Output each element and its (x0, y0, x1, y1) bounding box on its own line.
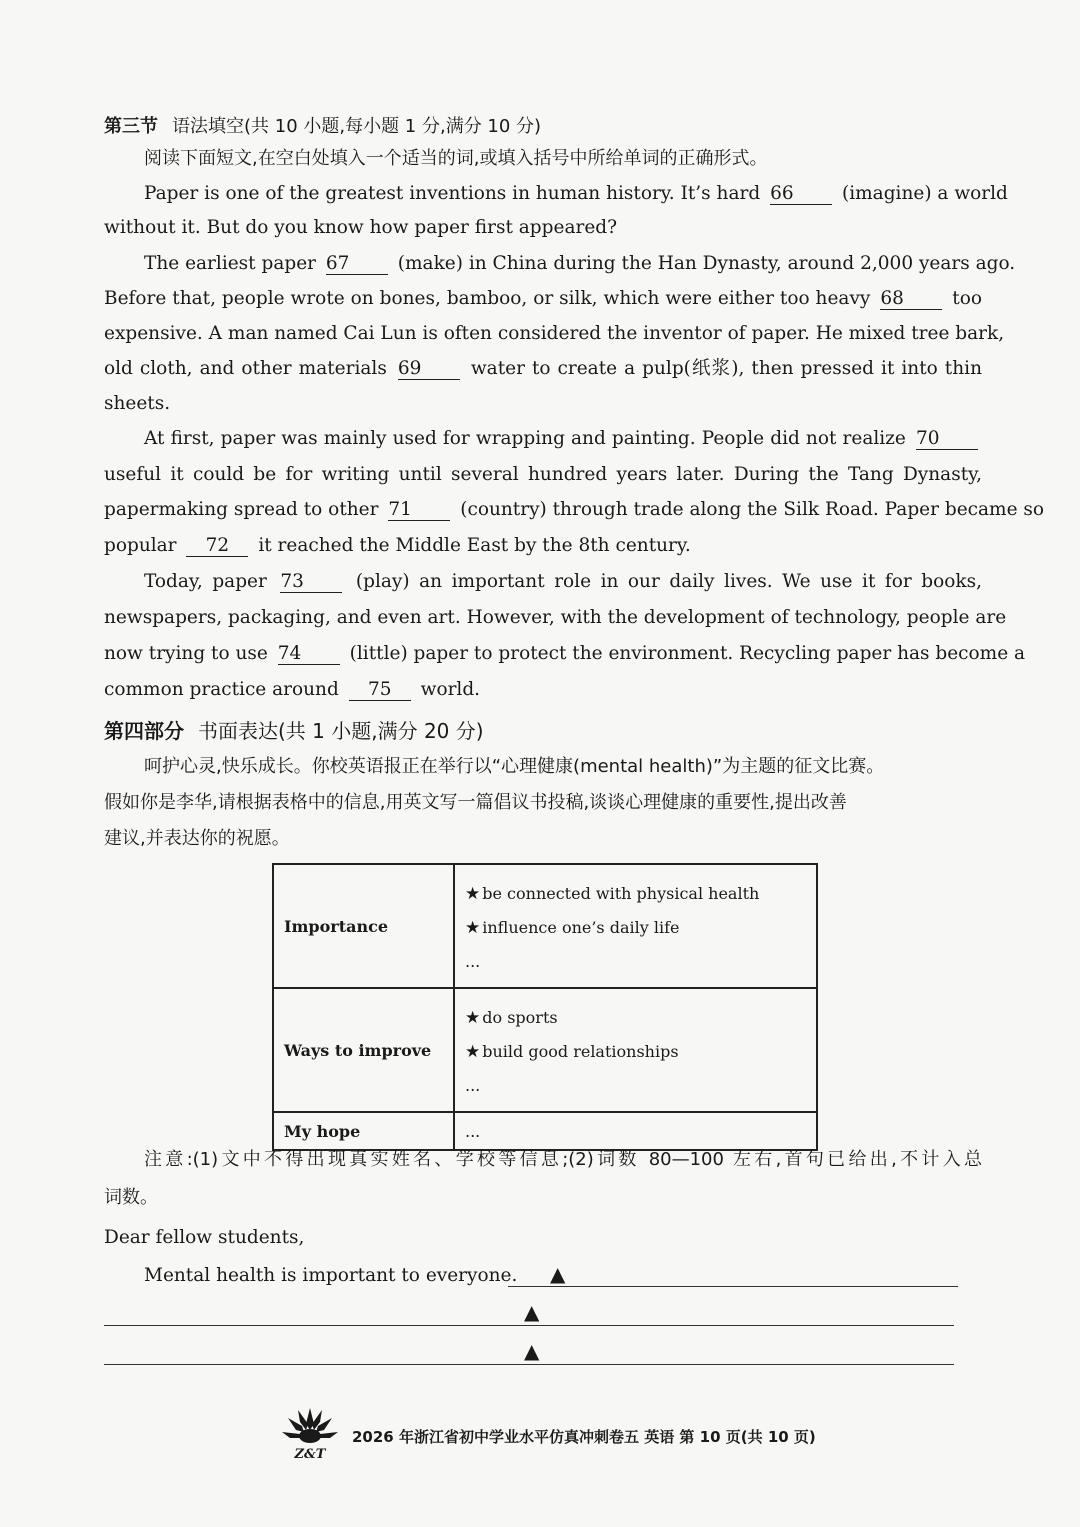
passage-line-8: At first, paper was mainly used for wrapping and painting. People did not realize 70 (104, 427, 982, 451)
notes-line-1: 注意:(1)文中不得出现真实姓名、学校等信息;(2)词数 80—100 左右,首句已给出,不计入总 (144, 1149, 982, 1170)
row-values (454, 864, 817, 988)
writing-line-2[interactable] (104, 1325, 954, 1326)
blank-69[interactable]: 69 (398, 359, 460, 380)
blank-72[interactable]: 72 (186, 536, 248, 557)
essay-greeting: Dear fellow students, (104, 1227, 305, 1248)
triangle-marker-icon: ▲ (524, 1339, 540, 1363)
info-table (272, 863, 818, 1151)
part4-paragraph-1: 呵护心灵,快乐成长。你校英语报正在举行以“心理健康(mental health)”为主题的征文比赛。 (144, 756, 885, 777)
notes-line-2: 词数。 (104, 1187, 158, 1208)
row-values (454, 988, 817, 1112)
part4-paragraph-3: 建议,并表达你的祝愿。 (104, 828, 290, 849)
star-icon: ★ (465, 1008, 481, 1028)
list-item: ★ do sports (465, 1008, 558, 1028)
passage-line-13: newspapers, packaging, and even art. However, with the development of technology, people are (104, 607, 1007, 628)
passage-line-4: Before that, people wrote on bones, bamboo, or silk, which were either too heavy 68 too (104, 288, 982, 309)
blank-68[interactable]: 68 (880, 289, 942, 310)
passage-line-14: now trying to use 74 (little) paper to protect the environment. Recycling paper has become a (104, 643, 1026, 664)
table-row (273, 864, 817, 988)
ellipsis: ... (465, 1076, 481, 1095)
passage-line-6: old cloth, and other materials 69 water to create a pulp(纸浆), then pressed it into thin (104, 358, 982, 379)
passage-line-2: without it. But do you know how paper first appeared? (104, 217, 618, 238)
blank-71[interactable]: 71 (388, 500, 450, 521)
part4-title: 第四部分 (104, 719, 184, 743)
row-key-ways: Ways to improve (273, 988, 454, 1112)
publisher-logo-icon (278, 1404, 342, 1462)
part4-heading (104, 715, 484, 744)
list-item: ★ build good relationships (465, 1042, 679, 1062)
table-row (273, 1112, 817, 1150)
blank-75[interactable]: 75 (349, 680, 411, 701)
star-icon: ★ (465, 918, 481, 938)
svg-text:Z&T: Z&T (294, 1447, 326, 1462)
row-key-hope: My hope (273, 1112, 454, 1150)
passage-line-11: popular 72 it reached the Middle East by the 8th century. (104, 535, 691, 556)
triangle-marker-icon: ▲ (550, 1262, 566, 1286)
blank-67[interactable]: 67 (326, 254, 388, 275)
section-title: 第三节 (104, 116, 158, 137)
blank-73[interactable]: 73 (280, 572, 342, 593)
part4-paragraph-2: 假如你是李华,请根据表格中的信息,用英文写一篇倡议书投稿,谈谈心理健康的重要性,提出改善 (104, 792, 847, 813)
blank-74[interactable]: 74 (278, 644, 340, 665)
ellipsis: ... (465, 952, 481, 971)
section-instruction: 阅读下面短文,在空白处填入一个适当的词,或填入括号中所给单词的正确形式。 (144, 148, 768, 169)
star-icon: ★ (465, 884, 481, 904)
writing-line-1[interactable] (508, 1286, 958, 1287)
blank-66[interactable]: 66 (770, 184, 832, 205)
passage-line-3: The earliest paper 67 (make) in China during the Han Dynasty, around 2,000 years ago. (144, 253, 1016, 274)
writing-line-3[interactable] (104, 1364, 954, 1365)
row-values (454, 1112, 817, 1150)
section-heading (104, 112, 541, 138)
passage-line-7: sheets. (104, 393, 171, 414)
essay-first-sentence: Mental health is important to everyone. (144, 1265, 518, 1286)
table-row (273, 988, 817, 1112)
page-footer: 2026 年浙江省初中学业水平仿真冲刺卷五 英语 第 10 页(共 10 页) (352, 1428, 816, 1446)
triangle-marker-icon: ▲ (524, 1300, 540, 1324)
passage-line-1: Paper is one of the greatest inventions in human history. It’s hard 66 (imagine) a world (144, 183, 1008, 204)
part4-subtitle: 书面表达(共 1 小题,满分 20 分) (198, 719, 484, 743)
row-key-importance: Importance (273, 864, 454, 988)
star-icon: ★ (465, 1042, 481, 1062)
passage-line-5: expensive. A man named Cai Lun is often considered the inventor of paper. He mixed tree bark, (104, 323, 1005, 344)
blank-70[interactable]: 70 (916, 429, 978, 450)
passage-line-10: papermaking spread to other 71 (country) through trade along the Silk Road. Paper became so (104, 499, 1045, 520)
passage-line-15: common practice around 75 world. (104, 679, 481, 700)
section-subtitle: 语法填空(共 10 小题,每小题 1 分,满分 10 分) (172, 116, 542, 137)
passage-line-12: Today, paper 73 (play) an important role in our daily lives. We use it for books, (144, 571, 982, 592)
passage-line-9: useful it could be for writing until several hundred years later. During the Tang Dynasty, (104, 464, 982, 485)
list-item: ★ influence one’s daily life (465, 918, 680, 938)
list-item: ★ be connected with physical health (465, 884, 760, 904)
ellipsis: ... (465, 1121, 481, 1141)
